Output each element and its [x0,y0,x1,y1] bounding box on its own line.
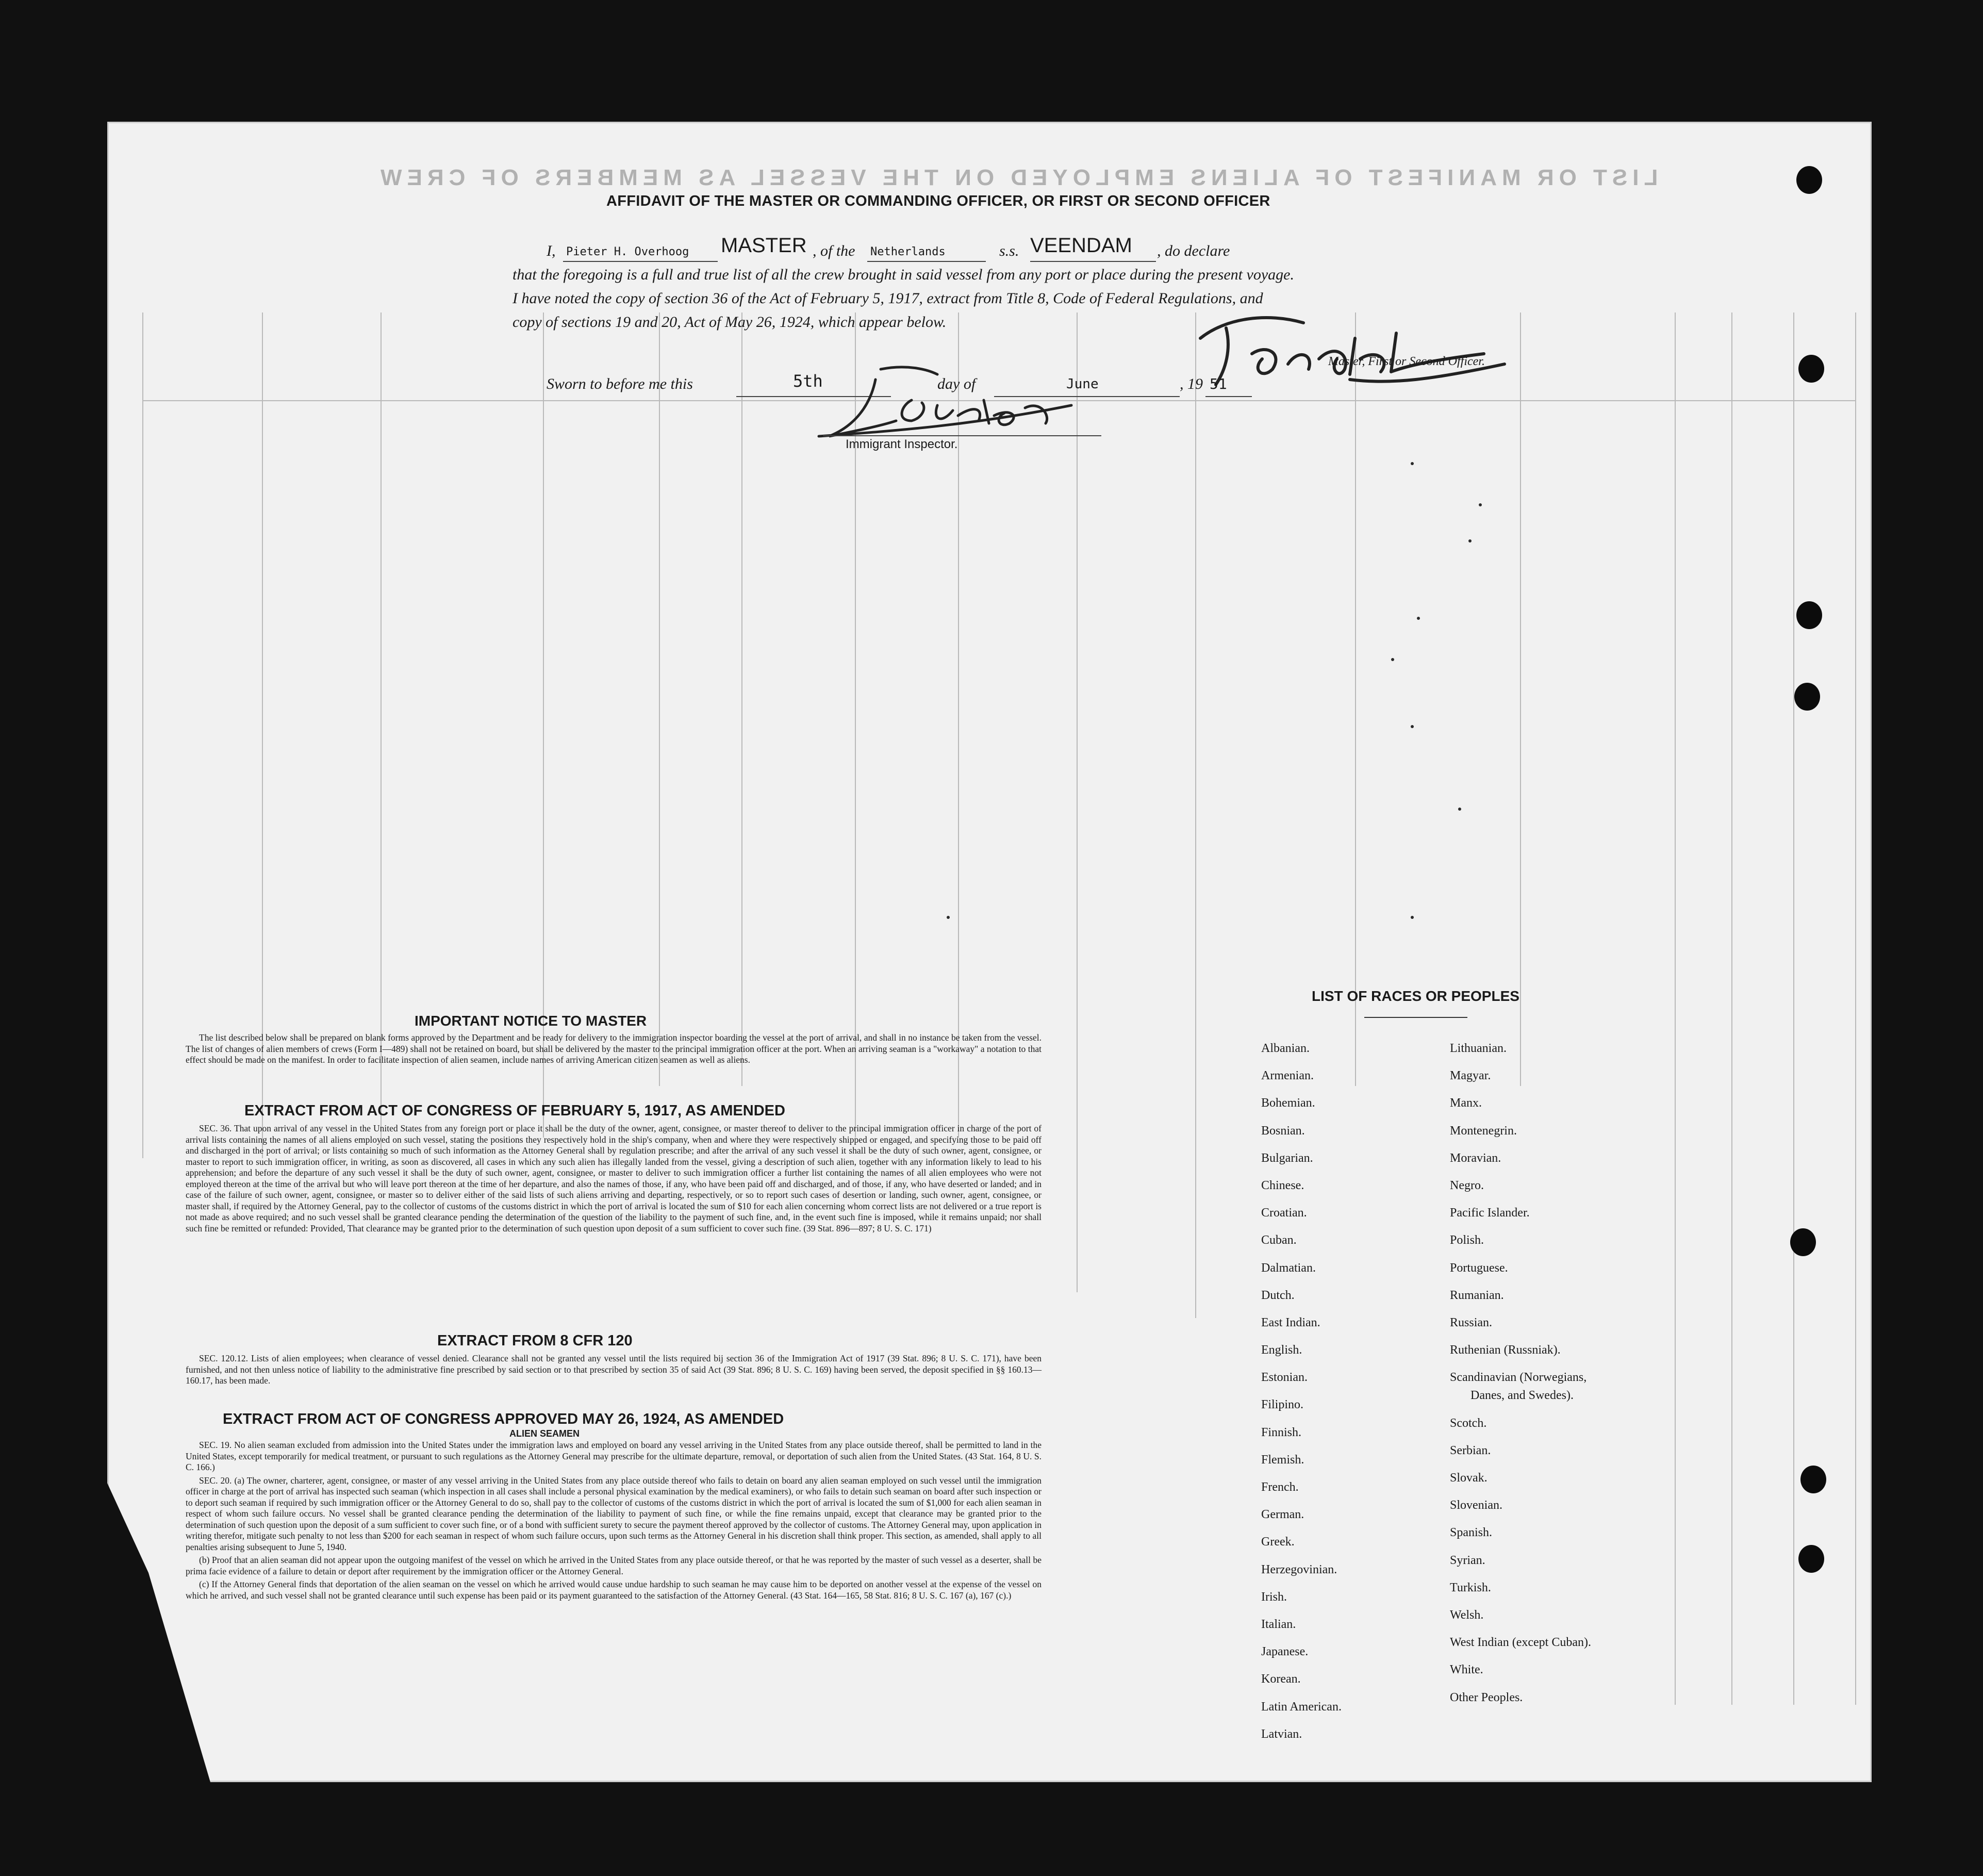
sworn-text: Sworn to before me this [547,375,693,392]
affidavit-line-3: I have noted the copy of section 36 of the Act of February 5, 1917, extract from Title 8, Code of Federal Regulations, and [513,290,1263,307]
extract-1924-sec19: SEC. 19. No alien seaman excluded from admission into the United States under the immigration laws and employed on board any vessel arriving in the United States from any place outside thereof, shall be permitted to land in the United States, except temporarily for medical treatment, or pursuant to such regulations as the Attorney General may prescribe for the ultimate departure, removal, or deportation of such alien from the United States. (43 Stat. 164, 8 U. S. C. 166.) [186,1440,1042,1472]
race-item: Cuban. [1261,1233,1297,1247]
ink-dot [1391,658,1394,661]
ss-text: s.s. [999,242,1019,259]
extract-1917-body [186,1123,1042,1236]
column-rule [1195,312,1196,1318]
column-rule [659,312,660,1086]
column-rule [262,312,263,1158]
race-item: Dalmatian. [1261,1261,1316,1275]
nationality-underline [867,261,986,262]
day-of-text: day of [937,375,976,392]
manifest-page [107,122,1872,1782]
race-item: Scandinavian (Norwegians, [1450,1371,1587,1385]
column-rule [1731,312,1732,1705]
ink-dot [1417,617,1420,620]
race-item: Scotch. [1450,1416,1487,1430]
vessel-underline [1030,261,1156,262]
race-item: Russian. [1450,1315,1493,1329]
punch-hole [1794,683,1820,711]
race-item: West Indian (except Cuban). [1450,1636,1591,1650]
extract-cfr-body [186,1353,1042,1389]
column-rule [741,312,742,1086]
race-item: Filipino. [1261,1398,1304,1412]
notice-body [186,1032,1042,1068]
race-item: Manx. [1450,1096,1482,1110]
ink-dot [1411,916,1414,919]
race-item: Dutch. [1261,1288,1295,1302]
affidavit-line-4: copy of sections 19 and 20, Act of May 26, 1924, which appear below. [513,314,947,331]
race-item: Croatian. [1261,1206,1307,1220]
race-item: Spanish. [1450,1526,1493,1540]
affidavit-i: I, [547,242,556,259]
extract-1924-sec20a: SEC. 20. (a) The owner, charterer, agent, consignee, or master of any vessel arriving in the United States from any place outside thereof who fails to detain on board any alien seaman employed on such vessel until the immigration officer in charge at the port of arrival has inspected such seaman (which inspection in all cases shall include a personal physical examination by the medical examiners), or who fails to detain such seaman on board after such inspection or to deport such seaman if required by such immigration officer or the Attorney General to do so, shall pay to the collector of customs of the customs district in which the port of arrival is located the sum of $1,000 for each alien seaman in respect of whom such failure occurs. No vessel shall be granted clearance pending the determination of the liability to payment of such fine, or while the fine remains unpaid, except that clearance may be granted prior to the determination of such question upon the deposit of a sum sufficient to cover such fine, or of a bond with sufficient surety to secure the payment thereof approved by the collector of customs. The Attorney General may, upon application in writing therefor, mitigate such penalty to not less than $200 for each seaman in respect of whom such failure occurs, upon such terms as the Attorney General in his discretion shall think proper. This section, as amended, shall apply to all penalties arising subsequent to June 5, 1940. [186,1475,1042,1552]
race-item: Latin American. [1261,1700,1342,1714]
races-title-rule [1364,1017,1467,1018]
extract-1917-paragraph: SEC. 36. That upon arrival of any vessel in the United States from any foreign port or place it shall be the duty of the owner, agent, consignee, or master thereof to deliver to the principal immigration officer in charge of the port of arrival lists containing the names of all aliens employed on such vessel, stating the positions they respectively hold in the ship's company, when and where they were respectively shipped or engaged, and specifying those to be paid off and discharged in the port of arrival; or lists containing so much of such information as the Attorney General shall by regulation prescribe; and after the arrival of any such vessel it shall be the duty of such owner, agent, consignee, or master to report to such immigration officer, in writing, as soon as discovered, all cases in which any such alien has illegally landed from the vessel, giving a description of such alien, together with any information likely to lead to his apprehension; and before the departure of any such vessel it shall be the duty of such owner, agent, consignee, or master to deliver to such immigration officer a further list containing the names of all alien employees who were not employed thereon at the time of the arrival but who will leave port thereon at the time of her departure, and also the names of those, if any, who have been paid off and discharged, and of those, if any, who have deserted or landed; and in case of the failure of such owner, agent, consignee, or master so to deliver either of the said lists of such aliens arriving and departing, respectively, or so to report such cases of desertion or landing, such owner, agent, consignee, or master shall, if required by the Attorney General, pay to the collector of customs of the customs district in which the port of arrival is located the sum of $10 for each alien concerning whom correct lists are not delivered or a true report is not made as above required; and no such vessel shall be granted clearance pending the determination of the question of the liability to the payment of such fine, and, in the event such fine is imposed, while it remains unpaid; nor shall such fine be remitted or refunded: Provided, That clearance may be granted prior to the determination of such question upon deposit of a sum sufficient to cover such fine. (39 Stat. 896—897; 8 U. S. C. 171) [186,1123,1042,1233]
punch-hole [1790,1228,1816,1256]
ghost-title: LIST OR MANIFEST OF ALIENS EMPLOYED ON THE VESSEL AS MEMBERS OF CREW [375,165,1658,190]
race-item: Chinese. [1261,1178,1304,1192]
extract-1924-subtitle: ALIEN SEAMEN [509,1428,580,1439]
race-item: Japanese. [1261,1645,1309,1659]
race-item: Albanian. [1261,1042,1310,1055]
extract-1924-sec20c: (c) If the Attorney General finds that deportation of the alien seaman on the vessel on which he arrived would cause undue hardship to such seaman he may cause him to be deported on another vessel at the expense of the vessel on which he arrived, and such vessel shall not be granted clearance until such expense has been paid or its payment guaranteed to the satisfaction of the Attorney General. (43 Stat. 164—165, 58 Stat. 816; 8 U. S. C. 167 (a), 167 (c).) [186,1579,1042,1601]
ink-dot [1468,539,1472,542]
races-title: LIST OF RACES OR PEOPLES [1312,988,1519,1004]
race-item: Moravian. [1450,1151,1501,1165]
race-item: Finnish. [1261,1425,1302,1439]
race-item: English. [1261,1343,1302,1357]
column-rule [1077,312,1078,1292]
race-item: Polish. [1450,1233,1484,1247]
race-item: Ruthenian (Russniak). [1450,1343,1561,1357]
notice-title: IMPORTANT NOTICE TO MASTER [415,1013,647,1029]
race-item: Welsh. [1450,1608,1484,1622]
inspector-signature [814,359,1102,447]
year-underline [1205,396,1252,397]
race-item: Rumanian. [1450,1288,1504,1302]
race-item: Other Peoples. [1450,1690,1523,1704]
race-item: German. [1261,1508,1304,1522]
race-item: Korean. [1261,1672,1301,1686]
race-item: Italian. [1261,1617,1296,1631]
punch-hole [1796,601,1822,629]
ink-dot [947,916,950,919]
race-item: Serbian. [1450,1443,1491,1457]
race-item: Bohemian. [1261,1096,1315,1110]
punch-hole [1796,166,1822,194]
column-rule [1520,312,1521,1086]
race-item: Lithuanian. [1450,1042,1507,1055]
ink-dot [1411,725,1414,728]
master-name: Pieter H. Overhoog [566,245,689,258]
sworn-day: 5th [793,371,823,391]
extract-1924-title: EXTRACT FROM ACT OF CONGRESS APPROVED MAY 26, 1924, AS AMENDED [223,1411,784,1427]
column-rule [1855,312,1856,1705]
column-rule [142,312,143,1158]
nationality: Netherlands [870,245,946,258]
punch-hole [1800,1466,1826,1493]
race-item: Irish. [1261,1590,1287,1604]
race-item: Herzegovinian. [1261,1562,1337,1576]
race-item: Greek. [1261,1535,1295,1549]
race-item: French. [1261,1480,1299,1494]
inspector-underline [823,435,1101,436]
master-caption: Master, First or Second Officer. [1328,355,1485,368]
extract-1924-body [186,1440,1042,1603]
affidavit-line-2: that the foregoing is a full and true list of all the crew brought in said vessel from any port or place during the present voyage. [513,266,1294,283]
sworn-month: June [1066,376,1099,392]
notice-paragraph: The list described below shall be prepared on blank forms approved by the Department and be ready for delivery to the immigration inspector boarding the vessel at the port of arrival, and shall in no instance be taken from the vessel. The list of changes of alien members of crews (Form I—489) shall not be retained on board, but shall be delivered by the master to the principal immigration officer at the port. When an arriving seaman is a "workaway" a notation to that effect should be made on the manifest. In order to facilitate inspection of alien seamen, include names of arriving American citizen seamen as well as aliens. [186,1032,1042,1065]
punch-hole [1798,1545,1824,1573]
races-left-column [1261,1042,1342,1755]
race-item: Slovak. [1450,1471,1488,1485]
ink-dot [1411,462,1414,465]
race-item: Syrian. [1450,1553,1485,1567]
year-prefix: , 19 [1180,375,1203,392]
race-item: Flemish. [1261,1453,1304,1467]
title-word: MASTER [721,234,807,257]
sworn-year: 51 [1210,375,1227,392]
inspector-caption: Immigrant Inspector. [846,437,958,451]
race-item: Estonian. [1261,1371,1308,1385]
extract-1917-title: EXTRACT FROM ACT OF CONGRESS OF FEBRUARY 5, 1917, AS AMENDED [244,1102,785,1119]
column-rule [1793,312,1794,1705]
punch-hole [1798,355,1824,383]
race-item: Portuguese. [1450,1261,1508,1275]
race-item: Magyar. [1450,1069,1491,1083]
race-item: Pacific Islander. [1450,1206,1530,1220]
vessel-name: VEENDAM [1030,234,1132,257]
race-item: Armenian. [1261,1069,1314,1083]
race-item: Montenegrin. [1450,1124,1517,1138]
ink-dot [1458,808,1461,811]
race-item: Negro. [1450,1178,1484,1192]
name-underline [563,261,718,262]
races-right-column [1450,1042,1591,1718]
race-item: Slovenian. [1450,1499,1502,1512]
extract-cfr-paragraph: SEC. 120.12. Lists of alien employees; when clearance of vessel denied. Clearance shall not be granted any vessel until the lists required bij section 36 of the Immigration Act of 1917 (39 Stat. 896; 8 U. S. C. 171), have been furnished, and not then unless notice of liability to the administrative fine prescribed by said section or to that prescribed by section 35 of said Act (39 Stat. 896; 8 U. S. C. 169) having been served, the deposit specified in §§ 160.13—160.17, has been made. [186,1353,1042,1386]
race-item: Danes, and Swedes). [1470,1389,1574,1403]
ink-dot [1479,503,1482,506]
of-the-text: , of the [813,242,855,259]
race-item: Bulgarian. [1261,1151,1313,1165]
race-item: East Indian. [1261,1315,1320,1329]
column-rule [1675,312,1676,1705]
column-rule [1355,312,1356,1086]
column-rule [381,312,382,1158]
master-signature [1195,307,1515,395]
extract-1924-sec20b: (b) Proof that an alien seaman did not appear upon the outgoing manifest of the vessel on which he arrived in the United States from any place outside thereof, or that he was reported by the master of such vessel as a deserter, shall be prima facie evidence of a failure to detain or deport after requirement by the immigration officer or the Attorney General. [186,1555,1042,1576]
race-item: Latvian. [1261,1727,1302,1741]
do-declare-text: , do declare [1157,242,1230,259]
extract-cfr-title: EXTRACT FROM 8 CFR 120 [437,1332,633,1349]
affidavit-title: AFFIDAVIT OF THE MASTER OR COMMANDING OFFICER, OR FIRST OR SECOND OFFICER [606,193,1270,209]
race-item: White. [1450,1663,1483,1677]
race-item: Bosnian. [1261,1124,1305,1138]
race-item: Turkish. [1450,1581,1491,1594]
